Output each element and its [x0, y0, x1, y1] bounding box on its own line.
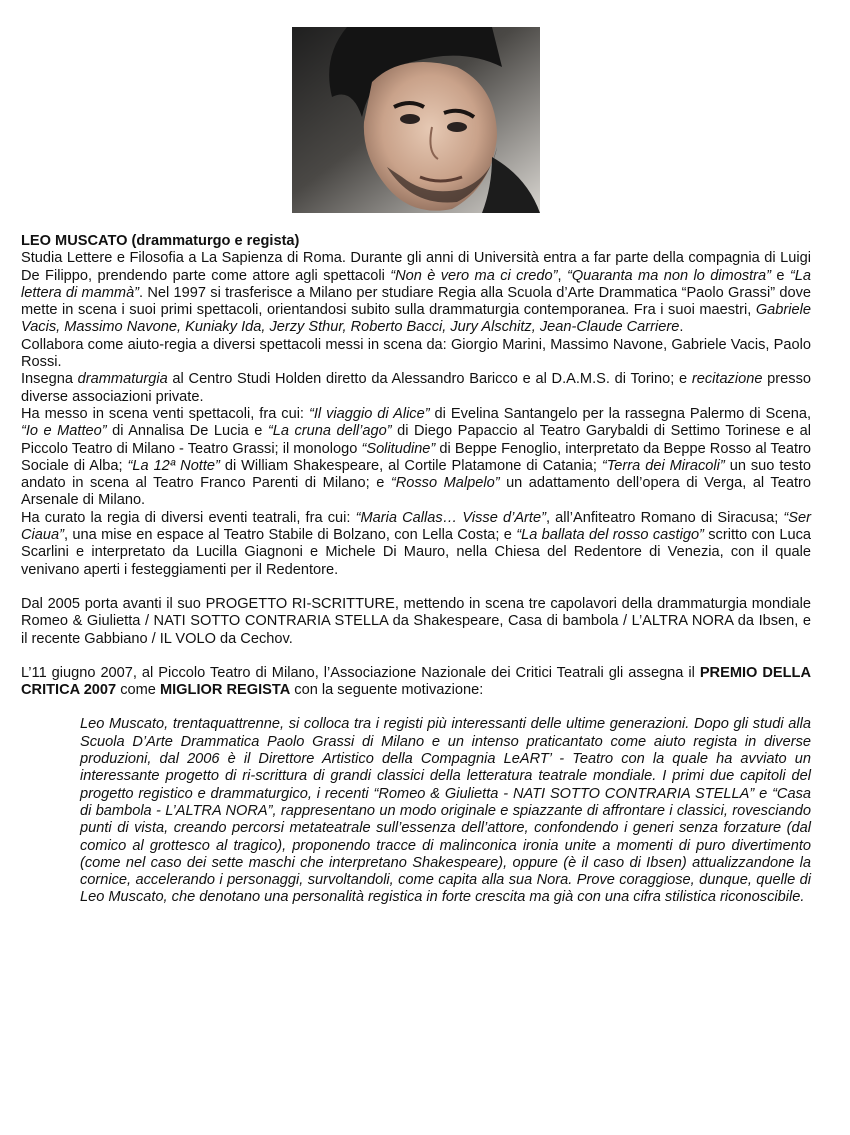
p3-run-1: drammaturgia: [77, 371, 168, 388]
p4-run-13: “Rosso Malpelo”: [390, 475, 500, 492]
p4-run-2: di Evelina Santangelo per la rassegna Palermo di Scena,: [429, 405, 811, 422]
p3-run-3: recitazione: [691, 371, 763, 388]
p5-run-5: “La ballata del rosso castigo”: [516, 527, 704, 544]
bio-paragraph-studies: [21, 250, 811, 336]
p7-run-0: L’11 giugno 2007, al Piccolo Teatro di Milano, l’Associazione Nazionale dei Critici Teatrali gli assegna il: [21, 664, 700, 681]
p5-run-2: , all’Anfiteatro Romano di Siracusa;: [545, 509, 784, 526]
p4-run-7: “Solitudine”: [361, 440, 436, 457]
p4-run-1: “Il viaggio di Alice”: [308, 405, 430, 422]
p1-run-4: e: [771, 267, 790, 284]
p1-run-1: “Non è vero ma ci credo”: [390, 267, 558, 284]
p1-run-3: “Quaranta ma non lo dimostra”: [566, 267, 772, 284]
p5-run-6: scritto con Luca Scarlini e interpretato da Lucilla Giagnoni e Michele Di Mauro, nella Chiesa del Redentore di Venezia, con il quale venivano aperti i festeggiamenti per il Redentore.: [21, 527, 812, 578]
p4-run-4: di Annalisa De Lucia e: [106, 423, 268, 440]
p4-run-12: un suo testo andato in scena al Teatro Franco Parenti di Milano; e: [21, 457, 812, 492]
p4-run-10: di William Shakespeare, al Cortile Platamone di Catania;: [219, 457, 602, 474]
p4-run-8: di Beppe Fenoglio, interpretato da Beppe Rosso al Teatro Sociale di Alba;: [21, 440, 811, 474]
bio-title: LEO MUSCATO (drammaturgo e regista): [21, 233, 300, 249]
p3-run-0: Insegna: [21, 371, 78, 388]
bio-paragraph-award: [21, 665, 811, 700]
p1-run-8: .: [679, 319, 684, 336]
bio-paragraph-project: [21, 596, 811, 648]
p1-run-7: Gabriele Vacis, Massimo Navone, Kuniaky Ida, Jerzy Sthur, Roberto Bacci, Jury Alschitz, Jean-Claude Carriere: [21, 302, 811, 336]
biography: [21, 233, 811, 907]
p4-run-14: un adattamento dell’opera di Verga, al Teatro Arsenale di Milano.: [21, 475, 811, 509]
p1-run-2: ,: [557, 267, 567, 284]
p4-run-11: “Terra dei Miracoli”: [601, 457, 725, 474]
p3-run-4: presso diverse associazioni private.: [21, 371, 811, 405]
p2-run-0: Collabora come aiuto-regia a diversi spettacoli messi in scena da: Giorgio Marini, Massimo Navone, Gabriele Vacis, Paolo Rossi.: [21, 336, 811, 371]
p5-run-4: , una mise en espace al Teatro Stabile di Bolzano, con Lella Costa; e: [64, 527, 517, 544]
bio-paragraph-events: [21, 510, 811, 579]
bio-paragraph-productions: [21, 406, 811, 510]
p7-run-4: con la seguente motivazione:: [290, 682, 484, 699]
p1-run-5: “La lettera di mammà”: [21, 267, 812, 301]
p7-run-1: PREMIO DELLA CRITICA 2007: [21, 664, 811, 699]
p4-run-0: Ha messo in scena venti spettacoli, fra cui:: [21, 405, 309, 422]
p3-run-2: al Centro Studi Holden diretto da Alessandro Baricco e al D.A.M.S. di Torino; e: [167, 371, 692, 388]
p1-run-6: . Nel 1997 si trasferisce a Milano per studiare Regia alla Scuola d’Arte Drammatica “Paolo Grassi” dove mette in scena i suoi primi spettacoli, orientandosi subito sulla drammaturgia contemporanea. Fra i suoi maestri,: [21, 284, 811, 319]
bio-paragraph-assistant-director: [21, 337, 811, 372]
p4-run-6: di Diego Papaccio al Teatro Garybaldi di Settimo Torinese e al Piccolo Teatro di Milano - Teatro Grassi; il monologo: [21, 423, 812, 457]
portrait-illustration: [292, 27, 540, 213]
p4-run-9: “La 12ª Notte”: [127, 457, 220, 474]
p4-run-5: “La cruna dell’ago”: [267, 423, 392, 440]
p7-run-2: come: [116, 682, 160, 699]
p5-run-1: “Maria Callas… Visse d’Arte”: [355, 509, 546, 526]
p4-run-3: “Io e Matteo”: [21, 423, 107, 440]
p6-run-0: Dal 2005 porta avanti il suo PROGETTO RI-SCRITTURE, mettendo in scena tre capolavori della drammaturgia mondiale Romeo & Giulietta / NATI SOTTO CONTRARIA STELLA da Shakespeare, Casa di bambola / L’ALTRA NORA da Ibsen, e il recente Gabbiano / IL VOLO da Cechov.: [21, 595, 811, 647]
p5-run-3: “Ser Ciaua”: [21, 509, 811, 544]
p5-run-0: Ha curato la regia di diversi eventi teatrali, fra cui:: [21, 509, 356, 526]
p1-run-0: Studia Lettere e Filosofia a La Sapienza di Roma. Durante gli anni di Università entra a far parte della compagnia di Luigi De Filippo, prendendo parte come attore agli spettacoli: [21, 250, 811, 284]
bio-paragraph-teaching: [21, 371, 811, 406]
portrait-photo: [292, 27, 540, 213]
award-motivation-quote: Leo Muscato, trentaquattrenne, si colloca tra i registi più interessanti delle ultime generazioni. Dopo gli studi alla Scuola D’Arte Drammatica Paolo Grassi di Milano e un intenso praticantato come aiuto regista in diverse produzioni, dal 2006 è il Direttore Artistico della Compagnia LeART’ - Teatro con la quale ha avviato un interessante progetto di ri-scrittura di grandi classici della letteratura teatrale mondiale. I primi due capitoli del progetto registico e drammaturgico, i recenti “Romeo & Giulietta - NATI SOTTO CONTRARIA STELLA” e “Casa di bambola - L’ALTRA NORA”, rappresentano un modo originale e spiazzante di affrontare i classici, rovesciando punti di vista, creando percorsi metateatrale sull’essenza dell’attore, confondendo i generi senza forzature (dal comico al grottesco al tragico), proponendo tracce di malinconica ironia unite a momenti di puro divertimento (come nel caso dei sette maschi che interpretano Shakespeare), oppure (è il caso di Ibsen) attualizzandone la cornice, accelerando i personaggi, survoltandoli, come capita alla sua Nora. Prove coraggiose, dunque, quelle di Leo Muscato, che denotano una personalità registica in forte crescita ma già con una cifra stilistica riconoscibile.: [80, 716, 811, 906]
p7-run-3: MIGLIOR REGISTA: [159, 682, 291, 699]
